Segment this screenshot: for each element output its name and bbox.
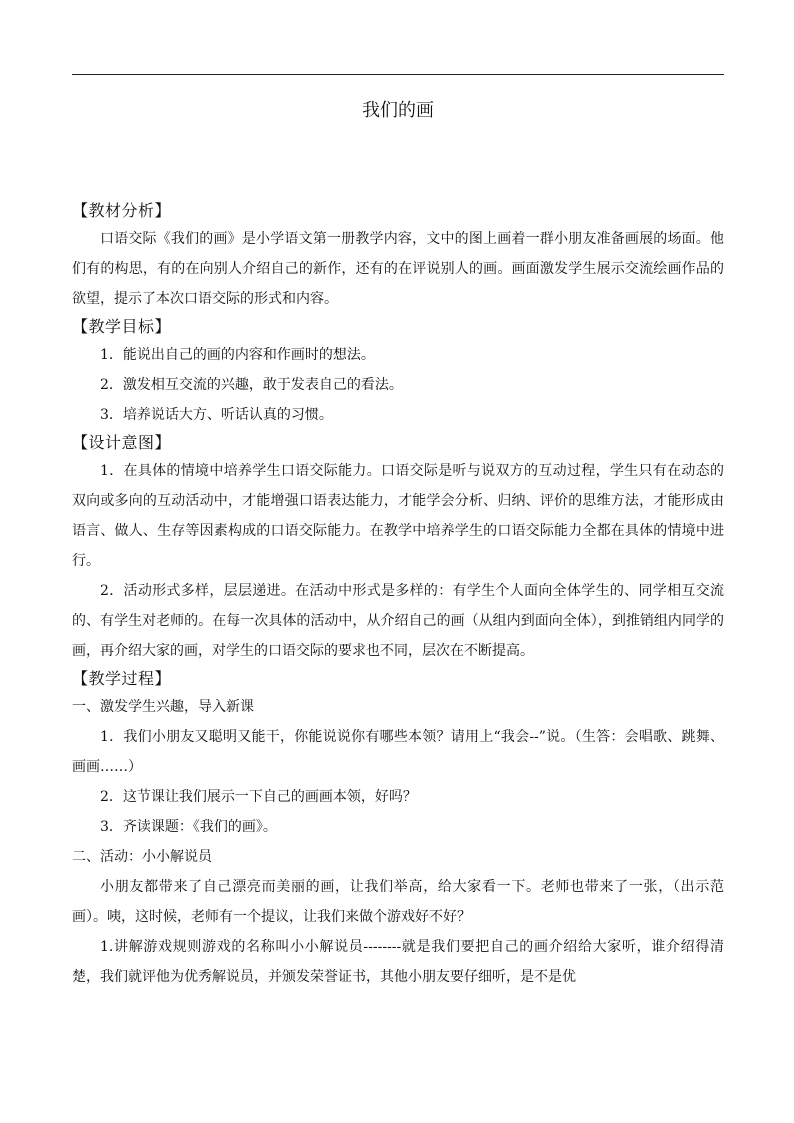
goal-item: 1．能说出自己的画的内容和作画时的想法。 — [100, 347, 375, 363]
process-paragraph: 小朋友都带来了自己漂亮而美丽的画，让我们举高，给大家看一下。老师也带来了一张，（出示范画）。咦，这时候，老师有一个提议，让我们来做个游戏好不好？ — [72, 879, 724, 925]
analysis-paragraph: 口语交际《我们的画》是小学语文第一册教学内容，文中的图上画着一群小朋友准备画展的场面。他们有的构思，有的在向别人介绍自己的新作，还有的在评说别人的画。画面激发学生展示交流绘画作品的欲望，提示了本次口语交际的形式和内容。 — [72, 231, 724, 307]
section-analysis — [72, 198, 724, 314]
design-paragraph: 2．活动形式多样，层层递进。在活动中形式是多样的：有学生个人面向全体学生的、同学相互交流的、有学生对老师的。在每一次具体的活动中，从介绍自己的画（从组内到面向全体），到推销组内同学的画，再介绍大家的画，对学生的口语交际的要求也不同，层次在不断提高。 — [72, 583, 724, 659]
process-item: 2．这节课让我们展示一下自己的画画本领，好吗？ — [100, 789, 417, 805]
section-heading-design: 【设计意图】 — [72, 433, 172, 452]
section-process — [72, 666, 724, 992]
design-paragraph: 1．在具体的情境中培养学生口语交际能力。口语交际是听与说双方的互动过程，学生只有在动态的双向或多向的互动活动中，才能增强口语表达能力，才能学会分析、归纳、评价的思维方法，才能形成由语言、做人、生存等因素构成的口语交际能力。在教学中培养学生的口语交际能力全都在具体的情境中进行。 — [72, 463, 724, 569]
section-goals — [72, 314, 724, 430]
process-subheading-2: 二、活动：小小解说员 — [72, 849, 212, 865]
process-subheading-1: 一、激发学生兴趣，导入新课 — [72, 699, 254, 715]
header-rule — [72, 74, 724, 75]
section-design — [72, 430, 724, 666]
process-paragraph: 1.讲解游戏规则游戏的名称叫小小解说员--------就是我们要把自己的画介绍给大家听，谁介绍得清楚，我们就评他为优秀解说员，并颁发荣誉证书，其他小朋友要仔细听，是不是优 — [72, 939, 724, 985]
section-heading-process: 【教学过程】 — [72, 669, 172, 688]
process-item: 1．我们小朋友又聪明又能干，你能说说你有哪些本领？请用上“我会--”说。（生答：会唱歌、跳舞、画画……） — [72, 729, 724, 775]
section-heading-analysis: 【教材分析】 — [72, 201, 172, 220]
section-heading-goals: 【教学目标】 — [72, 317, 172, 336]
goal-item: 2．激发相互交流的兴趣，敢于发表自己的看法。 — [100, 377, 403, 393]
goal-item: 3．培养说话大方、听话认真的习惯。 — [100, 407, 333, 423]
document-body — [72, 96, 724, 992]
document-title: 我们的画 — [362, 100, 434, 121]
process-item: 3．齐读课题：《我们的画》。 — [100, 819, 277, 835]
